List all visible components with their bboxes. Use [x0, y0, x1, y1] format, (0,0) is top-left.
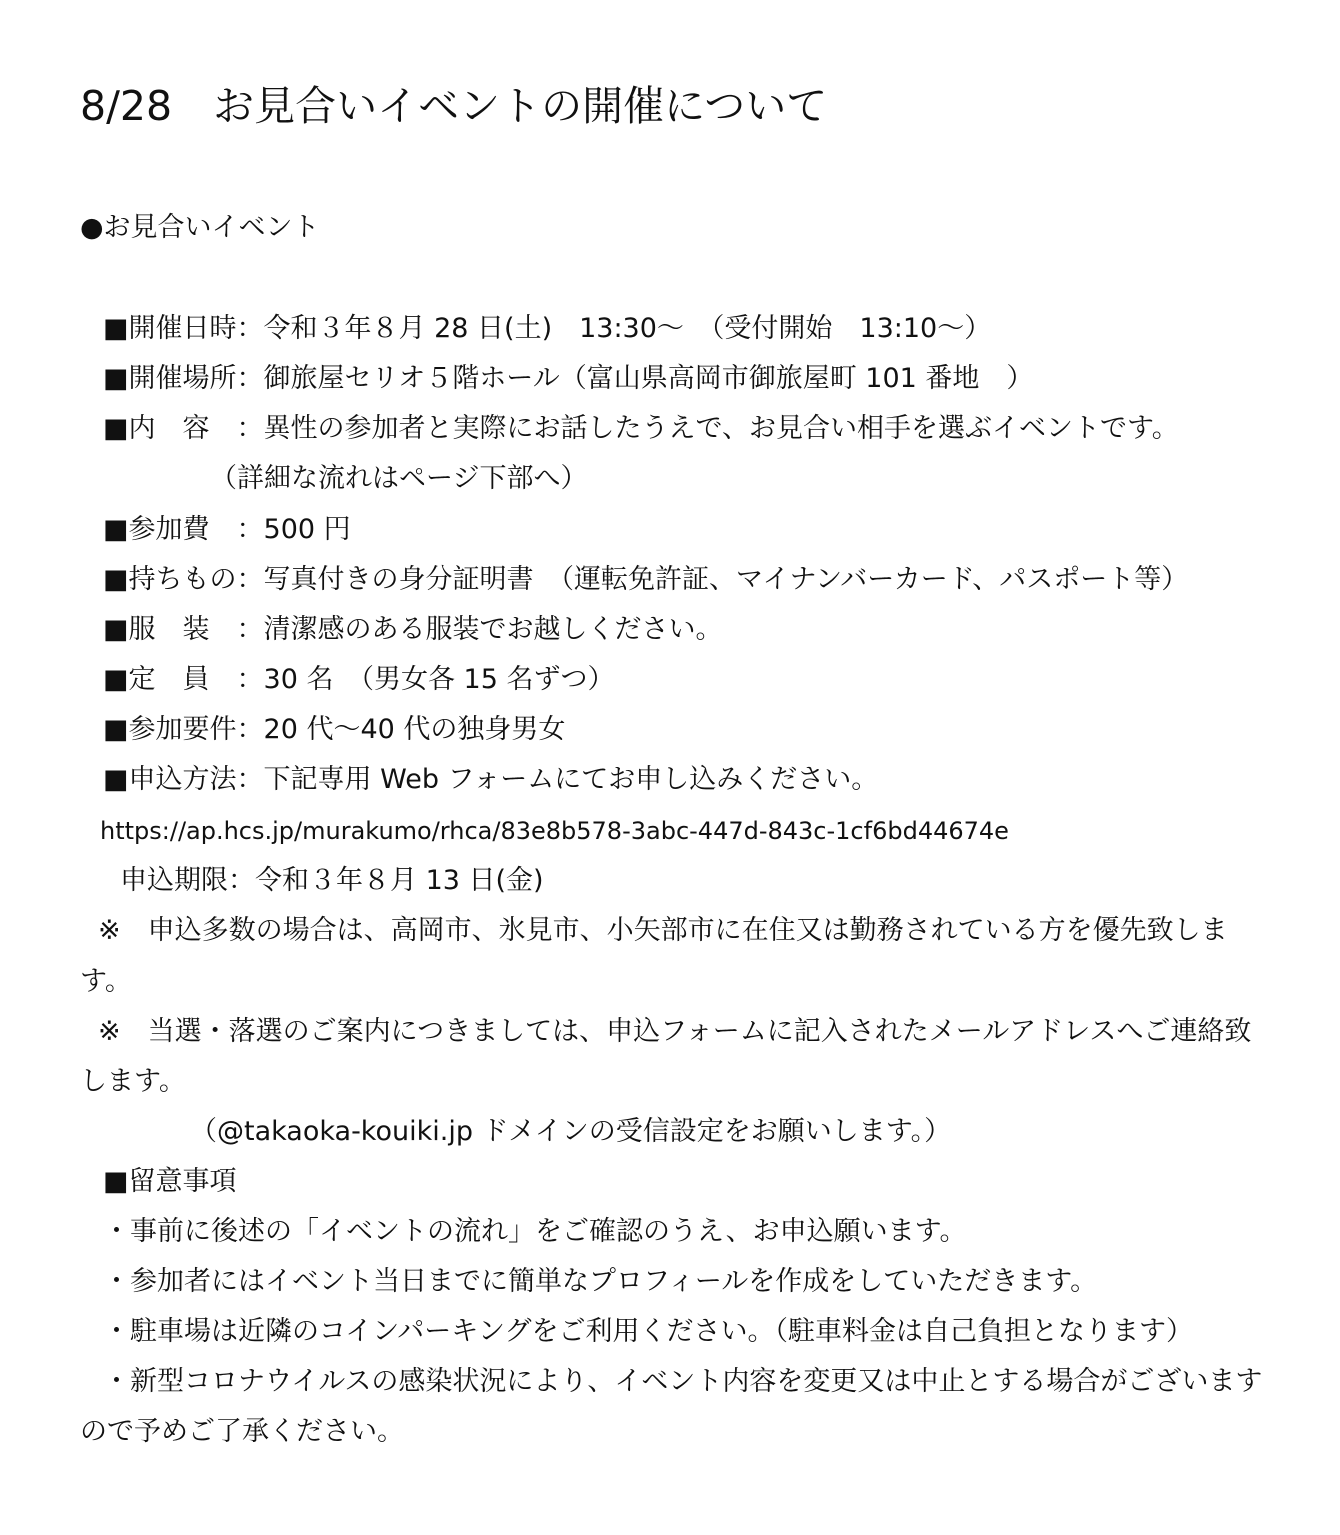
datetime-line: ■開催日時：令和３年８月 28 日(土) 13:30～ （受付開始 13:10～）: [103, 313, 992, 344]
result-note-line1: ※ 当選・落選のご案内につきましては、申込フォームに記入されたメールアドレスへご連絡致: [98, 1016, 1252, 1047]
application-line: ■申込方法：下記専用 Web フォームにてお申し込みください。: [103, 764, 879, 795]
caution-item: ・事前に後述の「イベントの流れ」をご確認のうえ、お申込願います。: [103, 1216, 967, 1247]
page-title: 8/28 お見合いイベントの開催について: [80, 82, 828, 130]
fee-line: ■参加費 ：500 円: [103, 514, 351, 545]
content-note: （詳細な流れはページ下部へ）: [210, 463, 588, 494]
attire-line: ■服 装 ：清潔感のある服装でお越しください。: [103, 614, 723, 645]
priority-note-line2: す。: [80, 966, 132, 997]
priority-note-line1: ※ 申込多数の場合は、高岡市、氷見市、小矢部市に在住又は勤務されている方を優先致しま: [98, 915, 1228, 946]
application-url[interactable]: https://ap.hcs.jp/murakumo/rhca/83e8b578-3abc-447d-843c-1cf6bd44674e: [100, 817, 1009, 845]
caution-item: ・新型コロナウイルスの感染状況により、イベント内容を変更又は中止とする場合がございます: [103, 1366, 1263, 1397]
caution-item: ・駐車場は近隣のコインパーキングをご利用ください。（駐車料金は自己負担となります）: [103, 1316, 1193, 1347]
deadline-line: 申込期限：令和３年８月 13 日(金): [120, 865, 544, 896]
caution-item: ・参加者にはイベント当日までに簡単なプロフィールを作成をしていただきます。: [103, 1266, 1098, 1297]
result-note-line2: します。: [80, 1066, 186, 1097]
caution-item-continuation: ので予めご了承ください。: [80, 1416, 404, 1447]
eligibility-line: ■参加要件：20 代～40 代の独身男女: [103, 714, 566, 745]
belongings-line: ■持ちもの：写真付きの身分証明書 （運転免許証、マイナンバーカード、パスポート等）: [103, 564, 1189, 595]
capacity-line: ■定 員 ：30 名 （男女各 15 名ずつ）: [103, 664, 615, 695]
caution-heading: ■留意事項: [103, 1166, 237, 1197]
venue-line: ■開催場所：御旅屋セリオ５階ホール（富山県高岡市御旅屋町 101 番地 ）: [103, 363, 1034, 394]
domain-note: （@takaoka-kouiki.jp ドメインの受信設定をお願いします。）: [190, 1116, 952, 1147]
section-heading: ●お見合いイベント: [80, 212, 320, 243]
content-line: ■内 容 ：異性の参加者と実際にお話したうえで、お見合い相手を選ぶイベントです。: [103, 413, 1179, 444]
